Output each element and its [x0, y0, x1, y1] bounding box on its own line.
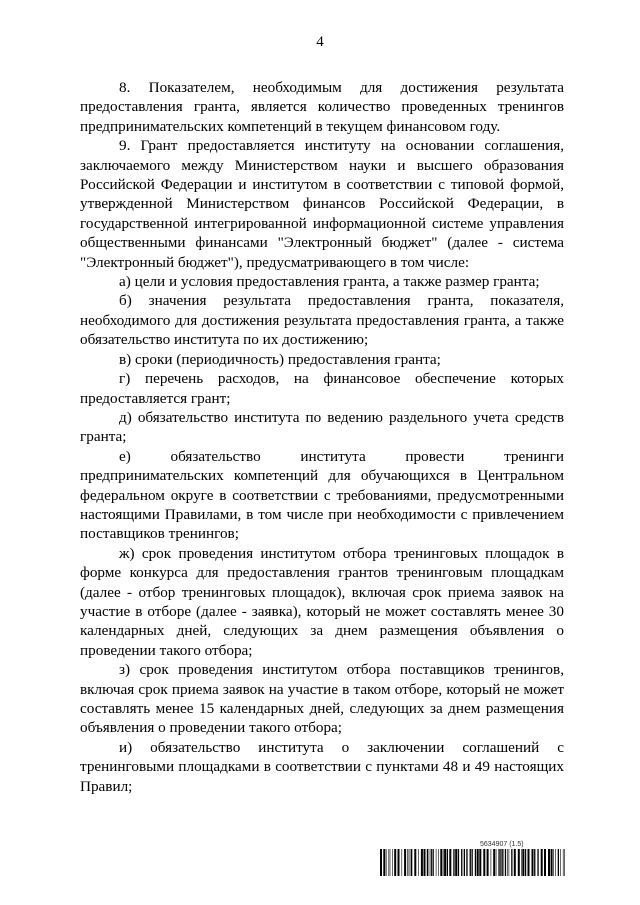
barcode-bar	[386, 849, 387, 876]
subparagraph-i: и) обязательство института о заключении соглашений с тренинговыми площадками в соответствии с пунктами 48 и 49 настоящих Правил;	[80, 738, 564, 795]
barcode-bar	[563, 849, 564, 876]
barcode-bar	[409, 849, 410, 876]
barcode-bar	[472, 849, 473, 876]
barcode-bar	[537, 849, 538, 876]
barcode-bar	[440, 849, 442, 876]
barcode-bar	[534, 849, 535, 876]
barcode-bar	[433, 849, 434, 876]
barcode-bar	[458, 849, 459, 876]
paragraph-9: 9. Грант предоставляется институту на основании соглашения, заключаемого между Министерством науки и высшего образования Российской Федерации и институтом в соответствии с типовой формой, утвержденной Министерством финансов Российской Федерации, в государственной интегрированной информационной системе управления общественными финансами "Электронный бюджет" (далее - система "Электронный бюджет"), предусматривающего в том числе:	[80, 137, 564, 271]
barcode-bar	[402, 849, 403, 876]
barcode-bar	[525, 849, 526, 876]
barcode-bar	[511, 849, 512, 876]
subparagraph-b: б) значения результата предоставления гранта, показателя, необходимого для достижения результата предоставления гранта, а также обязательство института по их достижению;	[80, 292, 564, 349]
barcode-bar	[418, 849, 419, 876]
subparagraph-a: а) цели и условия предоставления гранта, а также размер гранта;	[119, 273, 540, 291]
barcode-bar	[498, 849, 499, 876]
barcode-bar	[411, 849, 412, 876]
barcode-bar	[548, 849, 550, 876]
barcode-bar	[544, 849, 546, 876]
barcode-bar	[521, 849, 522, 876]
subparagraph-d: д) обязательство института по ведению раздельного учета средств гранта;	[80, 408, 564, 446]
subparagraph-v: в) сроки (периодичность) предоставления гранта;	[119, 350, 441, 368]
barcode-bar	[475, 849, 476, 876]
barcode-bar	[461, 849, 462, 876]
barcode-bar	[509, 849, 510, 876]
barcode-bar	[518, 849, 520, 876]
page-number: 4	[316, 34, 324, 50]
barcode-bar	[493, 849, 495, 876]
barcode-bar	[427, 849, 428, 876]
barcode-bar	[447, 849, 448, 876]
barcode-bar	[443, 849, 444, 876]
barcode-bar	[410, 849, 411, 876]
barcode-bar	[507, 849, 508, 876]
barcode-bar	[496, 849, 497, 876]
subparagraph-g: г) перечень расходов, на финансовое обеспечение которых предоставляется грант;	[80, 370, 564, 407]
barcode-bar	[414, 849, 416, 876]
barcode-bar	[464, 849, 465, 876]
barcode-bar	[436, 849, 437, 876]
barcode-bar	[541, 849, 543, 876]
barcode-bar	[528, 849, 530, 876]
barcode-bar	[398, 849, 400, 876]
barcode-bar	[514, 849, 516, 876]
barcode-image	[380, 849, 566, 876]
barcode-bar	[532, 849, 534, 876]
barcode-bar	[560, 849, 561, 876]
barcode-bar	[477, 849, 479, 876]
barcode-bar	[479, 849, 481, 876]
barcode-bar	[404, 849, 406, 876]
paragraph-8: 8. Показателем, необходимым для достижения результата предоставления гранта, является количество проведенных тренингов предпринимательских компетенций в текущем финансовом году.	[80, 79, 564, 135]
barcode-bar	[502, 849, 503, 876]
barcode-bar	[522, 849, 524, 876]
barcode-bar	[453, 849, 454, 876]
document-body	[80, 78, 564, 796]
barcode-bar	[407, 849, 408, 876]
barcode-bar	[466, 849, 467, 876]
barcode-bar	[424, 849, 426, 876]
barcode-bar	[483, 849, 485, 876]
barcode-bar	[394, 849, 396, 876]
barcode-bar	[421, 849, 423, 876]
barcode-bar	[431, 849, 432, 876]
barcode-bar	[500, 849, 501, 876]
barcode-bar	[389, 849, 390, 876]
barcode-bar	[505, 849, 506, 876]
barcode-bar	[553, 849, 554, 876]
barcode-bar	[449, 849, 451, 876]
barcode-bar	[383, 849, 385, 876]
barcode-bar	[564, 849, 565, 876]
barcode-bar	[455, 849, 457, 876]
barcode-bar	[555, 849, 556, 876]
barcode-bar	[444, 849, 446, 876]
barcode-bar	[380, 849, 382, 876]
barcode-bar	[390, 849, 391, 876]
subparagraph-z: з) срок проведения институтом отбора поставщиков тренингов, включая срок приема заявок на участие в таком отборе, который не может составлять менее 15 календарных дней, следующих за днем размещения объявления о проведении такого отбора;	[80, 661, 564, 737]
document-code: 5634907 (1.5)	[480, 841, 524, 848]
barcode-bar	[470, 849, 471, 876]
barcode-bar	[551, 849, 553, 876]
barcode-bar	[429, 849, 430, 876]
barcode-bar	[392, 849, 393, 876]
barcode-bar	[558, 849, 559, 876]
barcode-bar	[491, 849, 492, 876]
barcode-bar	[487, 849, 489, 876]
subparagraph-e: е) обязательство института провести тренинги предпринимательских компетенций для обучающихся в Центральном федеральном округе в соответствии с требованиями, предусмотренными настоящими Правилами, в том числе при необходимости с привлечением поставщиков тренингов;	[80, 447, 564, 543]
subparagraph-zh: ж) срок проведения институтом отбора тренинговых площадок в форме конкурса для предоставления грантов тренинговым площадкам (далее - отбор тренинговых площадок), включая срок приема заявок на участие в отборе (далее - заявка), который не может составлять менее 30 календарных дней, следующих за днем размещения объявления о проведении такого отбора;	[80, 544, 564, 659]
barcode-bar	[438, 849, 439, 876]
